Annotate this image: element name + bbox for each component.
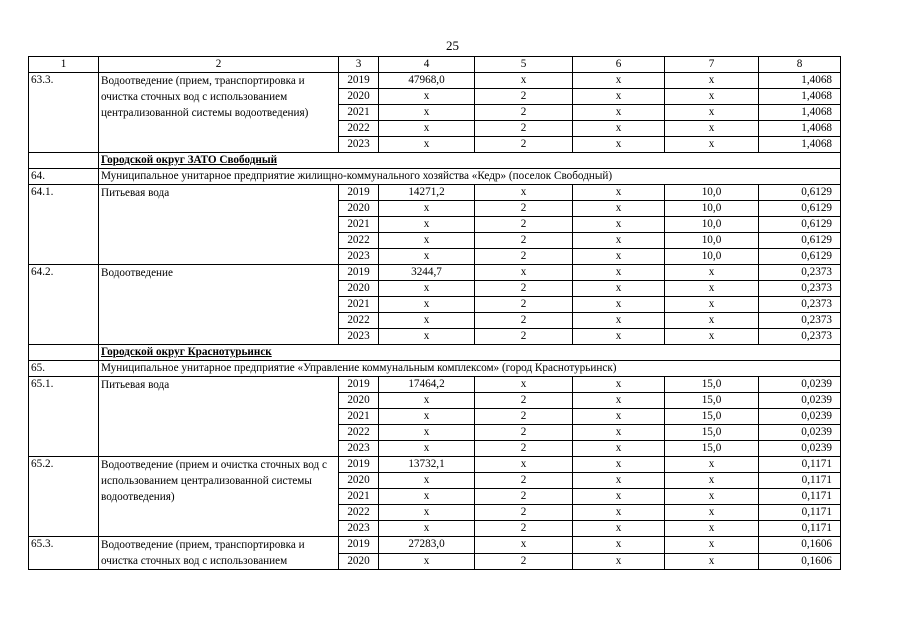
col7-cell: 15,0 — [665, 377, 759, 393]
col6-cell: х — [573, 297, 665, 313]
year-cell: 2022 — [339, 121, 379, 137]
section-code-cell — [29, 345, 99, 361]
col6-cell: х — [573, 233, 665, 249]
col8-cell: 0,2373 — [759, 329, 841, 345]
section-row — [29, 153, 841, 169]
volume-cell: 13732,1 — [379, 457, 475, 473]
col5-cell: 2 — [475, 201, 573, 217]
col5-cell: 2 — [475, 489, 573, 505]
col6-cell: х — [573, 89, 665, 105]
year-cell: 2022 — [339, 233, 379, 249]
column-number: 1 — [29, 57, 99, 73]
section-code-cell — [29, 153, 99, 169]
col5-cell: х — [475, 457, 573, 473]
col6-cell: х — [573, 409, 665, 425]
col8-cell: 0,2373 — [759, 281, 841, 297]
volume-cell: х — [379, 121, 475, 137]
col7-cell: 10,0 — [665, 249, 759, 265]
col6-cell: х — [573, 505, 665, 521]
entry-description: Водоотведение (прием и очистка сточных вод с использованием централизованной системы водоотведения) — [99, 457, 339, 537]
col5-cell: 2 — [475, 121, 573, 137]
volume-cell: х — [379, 89, 475, 105]
volume-cell: х — [379, 409, 475, 425]
col5-cell: 2 — [475, 521, 573, 537]
year-cell: 2020 — [339, 393, 379, 409]
entry-description: Питьевая вода — [99, 377, 339, 457]
table-row — [29, 377, 841, 393]
col8-cell: 1,4068 — [759, 121, 841, 137]
col7-cell: х — [665, 265, 759, 281]
volume-cell: х — [379, 313, 475, 329]
col7-cell: х — [665, 521, 759, 537]
col5-cell: 2 — [475, 473, 573, 489]
col6-cell: х — [573, 105, 665, 121]
entry-description: Водоотведение — [99, 265, 339, 345]
entry-code: 65.2. — [29, 457, 99, 537]
entry-code: 64.1. — [29, 185, 99, 265]
col7-cell: х — [665, 121, 759, 137]
column-number: 2 — [99, 57, 339, 73]
col7-cell: 15,0 — [665, 441, 759, 457]
col6-cell: х — [573, 185, 665, 201]
year-cell: 2019 — [339, 185, 379, 201]
year-cell: 2022 — [339, 505, 379, 521]
col8-cell: 0,6129 — [759, 217, 841, 233]
col5-cell: 2 — [475, 409, 573, 425]
col6-cell: х — [573, 121, 665, 137]
col5-cell: 2 — [475, 217, 573, 233]
col5-cell: х — [475, 185, 573, 201]
col7-cell: х — [665, 489, 759, 505]
volume-cell: х — [379, 489, 475, 505]
entry-code: 65.3. — [29, 537, 99, 570]
tariff-table — [28, 56, 841, 570]
col7-cell: 10,0 — [665, 217, 759, 233]
year-cell: 2023 — [339, 249, 379, 265]
table-row — [29, 457, 841, 473]
volume-cell: х — [379, 521, 475, 537]
col7-cell: х — [665, 313, 759, 329]
col6-cell: х — [573, 265, 665, 281]
year-cell: 2019 — [339, 265, 379, 281]
year-cell: 2019 — [339, 537, 379, 554]
column-number-row — [29, 57, 841, 73]
organization-row — [29, 361, 841, 377]
year-cell: 2021 — [339, 105, 379, 121]
col5-cell: х — [475, 537, 573, 554]
organization-title: Муниципальное унитарное предприятие «Управление коммунальным комплексом» (город Краснотурьинск) — [99, 361, 841, 377]
entry-code: 65.1. — [29, 377, 99, 457]
col7-cell: 10,0 — [665, 185, 759, 201]
col7-cell: х — [665, 73, 759, 89]
col6-cell: х — [573, 425, 665, 441]
col7-cell: 10,0 — [665, 233, 759, 249]
col8-cell: 0,0239 — [759, 425, 841, 441]
volume-cell: х — [379, 281, 475, 297]
col6-cell: х — [573, 489, 665, 505]
year-cell: 2019 — [339, 73, 379, 89]
col7-cell: х — [665, 105, 759, 121]
col8-cell: 0,1171 — [759, 457, 841, 473]
col6-cell: х — [573, 393, 665, 409]
col7-cell: х — [665, 329, 759, 345]
col7-cell: х — [665, 137, 759, 153]
column-number: 5 — [475, 57, 573, 73]
col6-cell: х — [573, 313, 665, 329]
volume-cell: х — [379, 505, 475, 521]
year-cell: 2020 — [339, 89, 379, 105]
col8-cell: 1,4068 — [759, 89, 841, 105]
column-number: 4 — [379, 57, 475, 73]
col8-cell: 0,2373 — [759, 297, 841, 313]
col8-cell: 0,1171 — [759, 473, 841, 489]
column-number: 7 — [665, 57, 759, 73]
table-body — [29, 57, 841, 570]
col5-cell: х — [475, 265, 573, 281]
col6-cell: х — [573, 473, 665, 489]
col8-cell: 0,0239 — [759, 409, 841, 425]
col7-cell: х — [665, 89, 759, 105]
volume-cell: х — [379, 233, 475, 249]
year-cell: 2023 — [339, 329, 379, 345]
col5-cell: 2 — [475, 281, 573, 297]
table-row — [29, 73, 841, 89]
col5-cell: 2 — [475, 553, 573, 570]
col8-cell: 0,0239 — [759, 441, 841, 457]
col5-cell: 2 — [475, 441, 573, 457]
col7-cell: х — [665, 297, 759, 313]
col7-cell: х — [665, 505, 759, 521]
col5-cell: 2 — [475, 89, 573, 105]
year-cell: 2021 — [339, 217, 379, 233]
col8-cell: 0,1606 — [759, 537, 841, 554]
page-number: 25 — [446, 38, 459, 53]
col6-cell: х — [573, 281, 665, 297]
table-row — [29, 265, 841, 281]
year-cell: 2021 — [339, 409, 379, 425]
organization-code: 64. — [29, 169, 99, 185]
col7-cell: х — [665, 537, 759, 554]
col6-cell: х — [573, 521, 665, 537]
section-row — [29, 345, 841, 361]
entry-code: 63.3. — [29, 73, 99, 153]
year-cell: 2020 — [339, 553, 379, 570]
year-cell: 2019 — [339, 457, 379, 473]
volume-cell: х — [379, 105, 475, 121]
col6-cell: х — [573, 137, 665, 153]
col5-cell: 2 — [475, 313, 573, 329]
col8-cell: 0,0239 — [759, 393, 841, 409]
volume-cell: х — [379, 553, 475, 570]
col5-cell: 2 — [475, 505, 573, 521]
year-cell: 2019 — [339, 377, 379, 393]
volume-cell: х — [379, 329, 475, 345]
col5-cell: х — [475, 73, 573, 89]
col5-cell: 2 — [475, 329, 573, 345]
volume-cell: 3244,7 — [379, 265, 475, 281]
col8-cell: 0,2373 — [759, 265, 841, 281]
col8-cell: 0,1171 — [759, 521, 841, 537]
col8-cell: 1,4068 — [759, 105, 841, 121]
year-cell: 2022 — [339, 425, 379, 441]
col6-cell: х — [573, 377, 665, 393]
year-cell: 2023 — [339, 137, 379, 153]
organization-row — [29, 169, 841, 185]
volume-cell: х — [379, 473, 475, 489]
col5-cell: 2 — [475, 137, 573, 153]
col5-cell: 2 — [475, 425, 573, 441]
col8-cell: 1,4068 — [759, 137, 841, 153]
col8-cell: 0,6129 — [759, 185, 841, 201]
col6-cell: х — [573, 553, 665, 570]
col8-cell: 1,4068 — [759, 73, 841, 89]
year-cell: 2020 — [339, 201, 379, 217]
table-row — [29, 537, 841, 554]
col7-cell: 15,0 — [665, 425, 759, 441]
col5-cell: х — [475, 377, 573, 393]
year-cell: 2021 — [339, 297, 379, 313]
entry-description: Водоотведение (прием, транспортировка и очистка сточных вод с использованием — [99, 537, 339, 570]
volume-cell: х — [379, 393, 475, 409]
col8-cell: 0,2373 — [759, 313, 841, 329]
volume-cell: х — [379, 441, 475, 457]
volume-cell: х — [379, 217, 475, 233]
col5-cell: 2 — [475, 297, 573, 313]
col8-cell: 0,1606 — [759, 553, 841, 570]
col6-cell: х — [573, 217, 665, 233]
col7-cell: 15,0 — [665, 409, 759, 425]
section-title: Городской округ ЗАТО Свободный — [99, 153, 841, 169]
col5-cell: 2 — [475, 233, 573, 249]
col6-cell: х — [573, 249, 665, 265]
entry-description: Водоотведение (прием, транспортировка и очистка сточных вод с использованием централизованной системы водоотведения) — [99, 73, 339, 153]
col5-cell: 2 — [475, 105, 573, 121]
volume-cell: х — [379, 297, 475, 313]
volume-cell: 47968,0 — [379, 73, 475, 89]
col8-cell: 0,6129 — [759, 249, 841, 265]
year-cell: 2022 — [339, 313, 379, 329]
col6-cell: х — [573, 73, 665, 89]
volume-cell: 14271,2 — [379, 185, 475, 201]
year-cell: 2020 — [339, 473, 379, 489]
col7-cell: х — [665, 473, 759, 489]
col7-cell: х — [665, 553, 759, 570]
organization-code: 65. — [29, 361, 99, 377]
col7-cell: х — [665, 281, 759, 297]
col5-cell: 2 — [475, 393, 573, 409]
column-number: 8 — [759, 57, 841, 73]
volume-cell: 17464,2 — [379, 377, 475, 393]
volume-cell: х — [379, 249, 475, 265]
col6-cell: х — [573, 329, 665, 345]
entry-code: 64.2. — [29, 265, 99, 345]
col8-cell: 0,1171 — [759, 505, 841, 521]
year-cell: 2023 — [339, 521, 379, 537]
volume-cell: х — [379, 137, 475, 153]
table-row — [29, 185, 841, 201]
column-number: 3 — [339, 57, 379, 73]
col7-cell: х — [665, 457, 759, 473]
volume-cell: х — [379, 201, 475, 217]
col8-cell: 0,6129 — [759, 233, 841, 249]
col8-cell: 0,6129 — [759, 201, 841, 217]
entry-description: Питьевая вода — [99, 185, 339, 265]
col6-cell: х — [573, 457, 665, 473]
col6-cell: х — [573, 201, 665, 217]
year-cell: 2020 — [339, 281, 379, 297]
col7-cell: 15,0 — [665, 393, 759, 409]
col6-cell: х — [573, 537, 665, 554]
volume-cell: 27283,0 — [379, 537, 475, 554]
col8-cell: 0,1171 — [759, 489, 841, 505]
col8-cell: 0,0239 — [759, 377, 841, 393]
col6-cell: х — [573, 441, 665, 457]
organization-title: Муниципальное унитарное предприятие жилищно-коммунального хозяйства «Кедр» (поселок Свободный) — [99, 169, 841, 185]
col7-cell: 10,0 — [665, 201, 759, 217]
volume-cell: х — [379, 425, 475, 441]
section-title: Городской округ Краснотурьинск — [99, 345, 841, 361]
column-number: 6 — [573, 57, 665, 73]
col5-cell: 2 — [475, 249, 573, 265]
year-cell: 2021 — [339, 489, 379, 505]
year-cell: 2023 — [339, 441, 379, 457]
